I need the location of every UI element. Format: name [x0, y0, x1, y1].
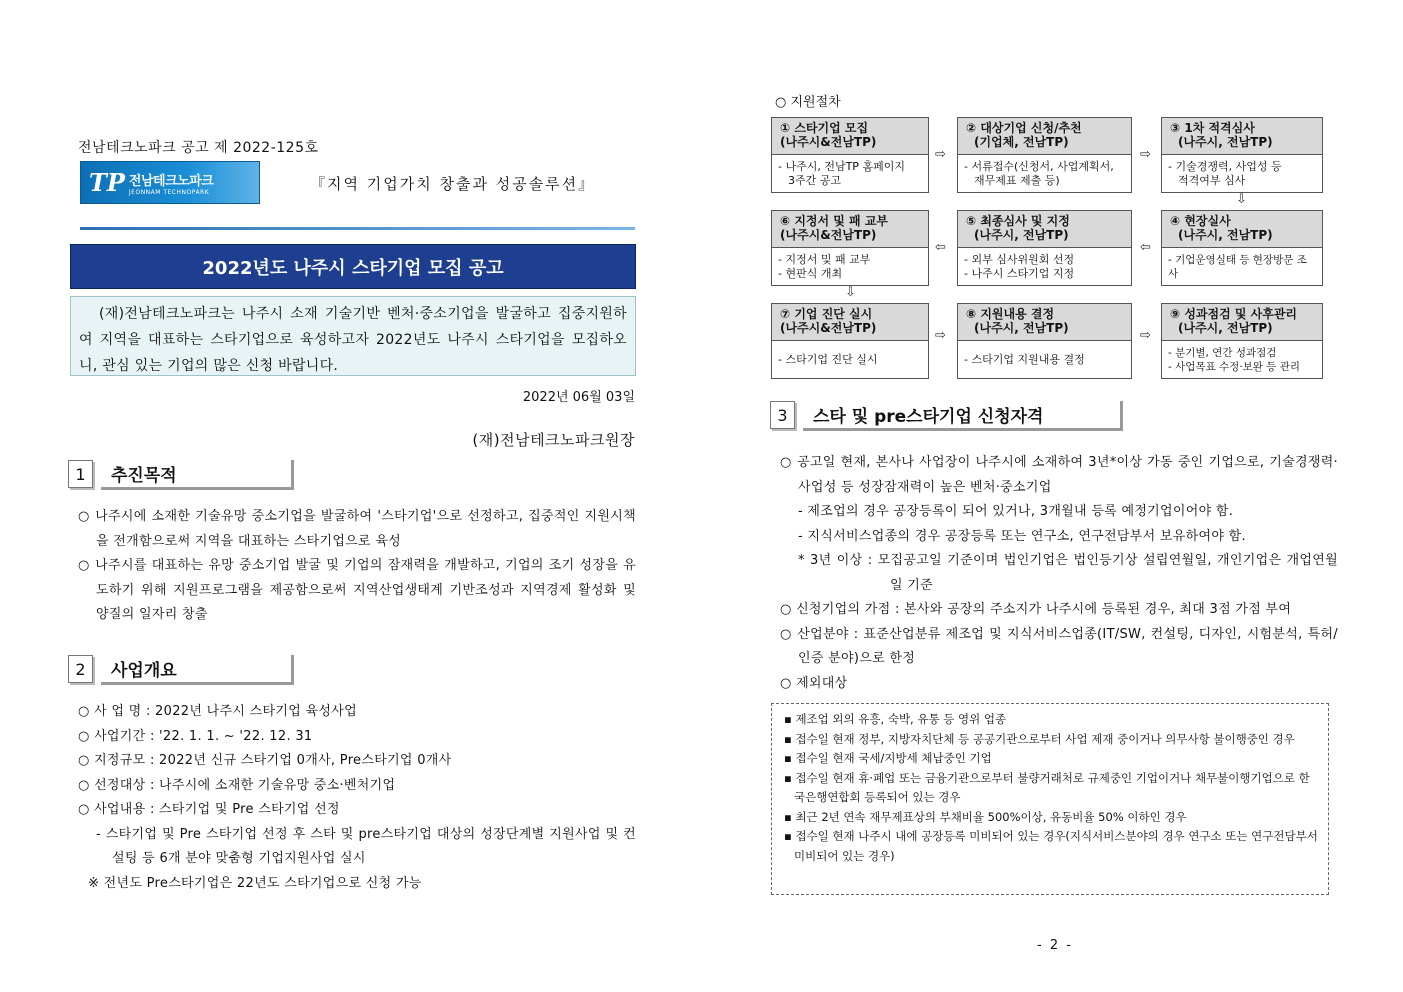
step-detail: - 기업운영실태 등 현장방문 조사 [1168, 253, 1307, 280]
exclusion-list-box [771, 703, 1329, 895]
flow-step-5 [957, 210, 1132, 286]
overview-item: ○ 사업내용 : 스타기업 및 Pre 스타기업 선정 [78, 802, 340, 817]
intro-text: (재)전남테크노파크는 나주시 소재 기술기반 벤처·중소기업을 발굴하고 집중지원하여 지역을 대표하는 스타기업으로 육성하고자 2022년도 나주시 스타기업을 모집하오니, 관심 있는 기업의 많은 신청 바랍니다. [79, 306, 627, 374]
arrow-left-icon: ⇦ [935, 240, 946, 255]
purpose-item: ○ 나주시에 소재한 기술유망 중소기업을 발굴하여 '스타기업'으로 선정하고, 집중적인 지원시책을 전개함으로써 지역을 대표하는 스타기업으로 육성 [78, 509, 636, 549]
section-number: 2 [68, 655, 93, 683]
step-owner: (나주시, 전남TP) [974, 228, 1069, 242]
step-detail: - 나주시, 전남TP 홈페이지 [778, 159, 905, 173]
step-title: ④ 현장실사 [1170, 214, 1231, 228]
section-title: 스타 및 pre스타기업 신청자격 [803, 401, 1123, 431]
logo-korean: 전남테크노파크 [128, 173, 214, 189]
step-detail: 적격여부 심사 [1178, 173, 1246, 187]
step-owner: (나주시&전남TP) [780, 135, 877, 149]
page-number: - 2 - [1037, 938, 1073, 953]
step-detail: 3주간 공고 [788, 173, 841, 187]
section-2-body [78, 700, 636, 896]
step-detail: - 현판식 개최 [778, 266, 843, 280]
flow-step-9 [1161, 303, 1323, 379]
section-3-header [770, 401, 1123, 431]
arrow-right-icon: ⇨ [1140, 147, 1151, 162]
step-title: ② 대상기업 신청/추천 [966, 121, 1082, 135]
exclusion-item: ▪ 접수일 현재 국세/지방세 체납중인 기업 [784, 751, 992, 765]
arrow-down-icon: ⇩ [1236, 192, 1247, 207]
arrow-down-icon: ⇩ [845, 285, 856, 300]
section-title: 사업개요 [101, 655, 294, 685]
exclusion-item: ▪ 접수일 현재 나주시 내에 공장등록 미비되어 있는 경우(지식서비스분야의 경우 연구소 또는 연구전담부서 미비되어 있는 경우) [784, 829, 1318, 863]
page-title: 2022년도 나주시 스타기업 모집 공고 [70, 244, 636, 289]
section-title: 추진목적 [101, 460, 294, 490]
eligibility-item: ○ 제외대상 [780, 675, 848, 691]
step-owner: (나주시, 전남TP) [1178, 321, 1273, 335]
section-1-body [78, 505, 636, 628]
overview-item: ○ 선정대상 : 나주시에 소재한 기술유망 중소·벤처기업 [78, 777, 396, 793]
procedure-label: ○ 지원절차 [775, 95, 841, 110]
step-detail: - 분기별, 연간 성과점검 [1168, 346, 1277, 359]
section-number: 1 [68, 460, 93, 488]
slogan: 『지역 기업가치 창출과 성공솔루션』 [310, 175, 596, 193]
notice-date: 2022년 06월 03일 [522, 390, 635, 405]
eligibility-sub-item: - 제조업의 경우 공장등록이 되어 있거나, 3개월내 등록 예정기업이어야 함. [798, 504, 1234, 519]
step-detail: 재무제표 제출 등) [974, 173, 1060, 187]
step-title: ⑦ 기업 진단 실시 [780, 307, 873, 321]
eligibility-item: ○ 산업분야 : 표준산업분류 제조업 및 지식서비스업종(IT/SW, 컨설팅, 디자인, 시험분석, 특허/인증 분야)으로 한정 [780, 626, 1338, 666]
technopark-logo [80, 161, 260, 204]
eligibility-item: ○ 신청기업의 가점 : 본사와 공장의 주소지가 나주시에 등록된 경우, 최대 3점 가점 부여 [780, 602, 1292, 617]
section-2-header [68, 655, 294, 685]
eligibility-item: ○ 공고일 현재, 본사나 사업장이 나주시에 소재하여 3년*이상 가동 중인 기업으로, 기술경쟁력·사업성 등 성장잠재력이 높은 벤처·중소기업 [780, 455, 1338, 495]
step-detail: - 사업목표 수정·보완 등 관리 [1168, 360, 1301, 373]
exclusion-item: ▪ 제조업 외의 유흥, 숙박, 유통 등 영위 업종 [784, 712, 1007, 726]
section-3-body [780, 451, 1338, 696]
step-detail: - 기술경쟁력, 사업성 등 [1168, 159, 1282, 173]
overview-item: ○ 지정규모 : 2022년 신규 스타기업 0개사, Pre스타기업 0개사 [78, 753, 452, 768]
exclusion-item: ▪ 접수일 현재 휴·폐업 또는 금융기관으로부터 불량거래처로 규제중인 기업이거나 채무불이행기업으로 한국은행연합회 등록되어 있는 경우 [784, 770, 1310, 804]
step-detail: - 나주시 스타기업 지정 [964, 266, 1075, 280]
issuing-organization: (재)전남테크노파크원장 [472, 431, 635, 449]
exclusion-item: ▪ 접수일 현재 정부, 지방자치단체 등 공공기관으로부터 사업 제재 중이거나 의무사항 불이행중인 경우 [784, 731, 1295, 746]
arrow-right-icon: ⇨ [1140, 328, 1151, 343]
step-title: ③ 1차 적격심사 [1170, 121, 1255, 135]
divider [80, 227, 635, 230]
step-owner: (나주시, 전남TP) [1178, 228, 1273, 242]
arrow-left-icon: ⇦ [1140, 240, 1151, 255]
flow-step-4 [1161, 210, 1323, 286]
overview-item: ○ 사업기간 : '22. 1. 1. ~ '22. 12. 31 [78, 728, 313, 744]
step-detail: - 스타기업 지원내용 결정 [964, 352, 1085, 366]
arrow-right-icon: ⇨ [935, 147, 946, 162]
section-number: 3 [770, 401, 795, 429]
overview-item: ○ 사 업 명 : 2022년 나주시 스타기업 육성사업 [78, 704, 357, 719]
overview-sub-item: - 스타기업 및 Pre 스타기업 선정 후 스타 및 pre스타기업 대상의 성장단계별 지원사업 및 컨설팅 등 6개 분야 맞춤형 기업지원사업 실시 [96, 826, 636, 866]
step-owner: (나주시, 전남TP) [1178, 135, 1273, 149]
exclusion-item: ▪ 최근 2년 연속 재무제표상의 부채비율 500%이상, 유동비율 50% 이하인 경우 [784, 809, 1187, 824]
step-owner: (기업체, 전남TP) [974, 135, 1069, 149]
step-title: ⑨ 성과점검 및 사후관리 [1170, 307, 1298, 321]
notice-number: 전남테크노파크 공고 제 2022-125호 [78, 140, 319, 156]
step-detail: - 서류접수(신청서, 사업계획서, [964, 159, 1114, 173]
section-1-header [68, 460, 294, 490]
flow-step-2 [957, 117, 1132, 193]
step-detail: - 외부 심사위원회 선정 [964, 252, 1075, 266]
eligibility-sub-item: - 지식서비스업종의 경우 공장등록 또는 연구소, 연구전담부서 보유하여야 함. [798, 528, 1246, 544]
step-detail: - 스타기업 진단 실시 [778, 352, 878, 366]
overview-note: ※ 전년도 Pre스타기업은 22년도 스타기업으로 신청 가능 [88, 875, 422, 891]
logo-english: JEONNAM TECHNOPARK [128, 188, 210, 196]
flow-step-1 [771, 117, 929, 193]
flow-step-7 [771, 303, 929, 379]
step-title: ⑧ 지원내용 결정 [966, 307, 1055, 321]
step-detail: - 지정서 및 패 교부 [778, 252, 871, 266]
step-owner: (나주시, 전남TP) [974, 321, 1069, 335]
step-title: ⑤ 최종심사 및 지정 [966, 214, 1070, 228]
eligibility-note: * 3년 이상 : 모집공고일 기준이며 법인기업은 법인등기상 설립연월일, 개인기업은 개업연월일 기준 [798, 553, 1338, 593]
purpose-item: ○ 나주시를 대표하는 유망 중소기업 발굴 및 기업의 잠재력을 개발하고, 기업의 조기 성장을 유도하기 위해 지원프로그램을 제공함으로써 지역산업생태계 기반조성과 지역경제 활성화 및 양질의 일자리 창출 [78, 558, 636, 622]
step-title: ⑥ 지정서 및 패 교부 [780, 214, 889, 228]
step-owner: (나주시&전남TP) [780, 321, 877, 335]
logo-mark: TP [89, 168, 125, 197]
flow-step-3 [1161, 117, 1323, 193]
arrow-right-icon: ⇨ [935, 328, 946, 343]
intro-paragraph [70, 296, 636, 376]
step-title: ① 스타기업 모집 [780, 121, 869, 135]
flow-step-8 [957, 303, 1132, 379]
flow-step-6 [771, 210, 929, 286]
step-owner: (나주시&전남TP) [780, 228, 877, 242]
